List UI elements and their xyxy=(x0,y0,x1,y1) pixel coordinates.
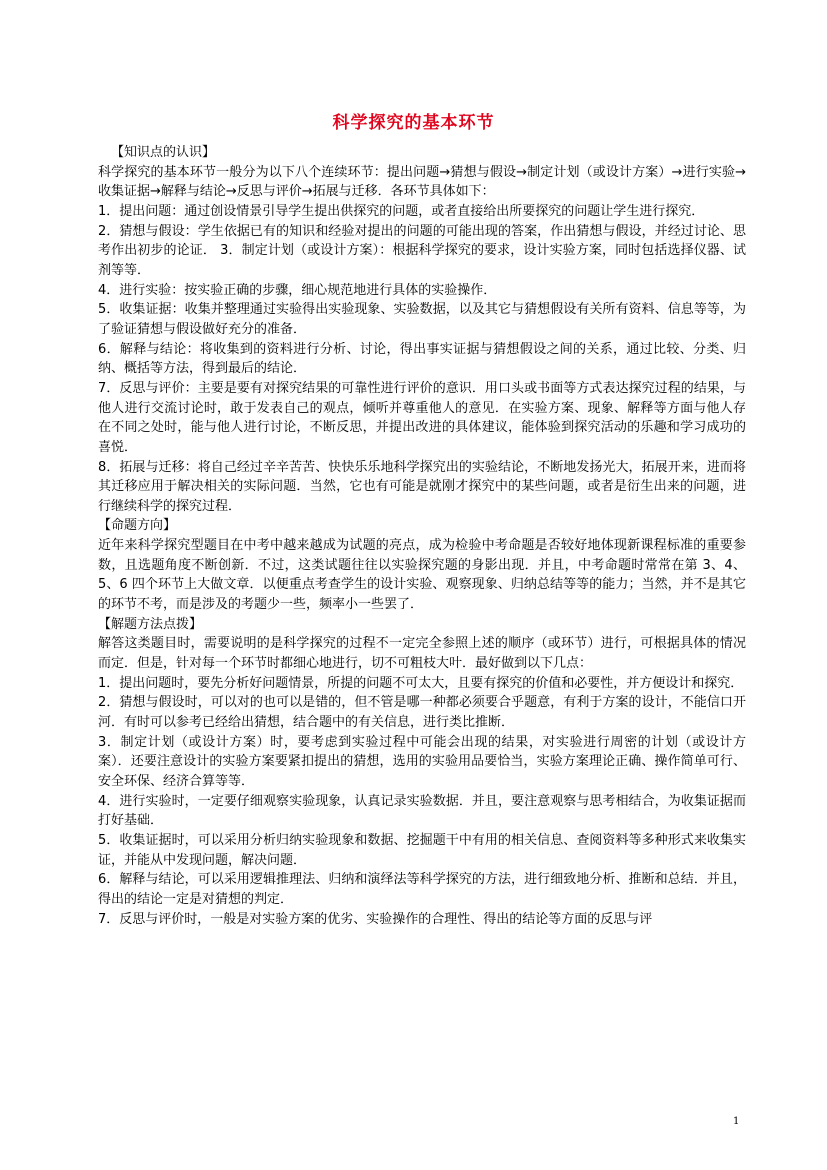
paragraph: 7．反思与评价：主要是要有对探究结果的可靠性进行评价的意识．用口头或书面等方式表达探究过程的结果，与他人进行交流讨论时，敢于发表自己的观点，倾听并尊重他人的意见．在实验方案、现象、解释等方面与他人存在不同之处时，能与他人进行讨论，不断反思，并提出改进的具体建议，能体验到探究活动的乐趣和学习成功的喜悦． xyxy=(98,380,746,455)
paragraph: 2．猜想与假设：学生依据已有的知识和经验对提出的问题的可能出现的答案，作出猜想与假设，并经过讨论、思考作出初步的论证． 3．制定计划（或设计方案）：根据科学探究的要求，设计实验方案，同时包括选择仪器、试剂等等． xyxy=(98,223,746,278)
paragraph: 3．制定计划（或设计方案）时，要考虑到实验过程中可能会出现的结果，对实验进行周密的计划（或设计方案）．还要注意设计的实验方案要紧扣提出的猜想，选用的实验用品要恰当，实验方案理论正确、操作简单可行、安全环保、经济合算等等． xyxy=(98,734,746,789)
section-heading-direction: 【命题方向】 xyxy=(98,518,177,534)
section-heading-knowledge: 【知识点的认识】 xyxy=(111,145,216,160)
document-title: 科学探究的基本环节 xyxy=(332,113,495,133)
paragraph: 1．提出问题：通过创设情景引导学生提出供探究的问题，或者直接给出所要探究的问题让学生进行探究． xyxy=(98,203,705,219)
document-body xyxy=(98,143,746,929)
paragraph: 近年来科学探究型题目在中考中越来越成为试题的亮点，成为检验中考命题是否较好地体现新课程标准的重要参数，且选题角度不断创新．不过，这类试题往往以实验探究题的身影出现．并且，中考命题时常常在第 3、4、5、6 四个环节上大做文章．以便重点考查学生的设计实验、观察现象、归纳总结等等的能力；当然，并不是其它的环节不考，而是涉及的考题少一些，频率小一些罢了． xyxy=(98,538,746,613)
paragraph: 科学探究的基本环节一般分为以下八个连续环节：提出问题→猜想与假设→制定计划（或设计方案）→进行实验→收集证据→解释与结论→反思与评价→拓展与迁移．各环节具体如下： xyxy=(98,164,746,200)
paragraph: 8．拓展与迁移：将自己经过辛辛苦苦、快快乐乐地科学探究出的实验结论，不断地发扬光大，拓展开来，进而将其迁移应用于解决相关的实际问题．当然，它也有可能是就刚才探究中的某些问题，或者是衍生出来的问题，进行继续科学的探究过程． xyxy=(98,459,746,514)
paragraph: 2．猜想与假设时，可以对的也可以是错的，但不管是哪一种都必须要合乎题意，有利于方案的设计，不能信口开河．有时可以参考已经给出猜想，结合题中的有关信息，进行类比推断． xyxy=(98,695,746,731)
paragraph: 4．进行实验时，一定要仔细观察实验现象，认真记录实验数据．并且，要注意观察与思考相结合，为收集证据而打好基础． xyxy=(98,793,746,829)
paragraph: 5．收集证据时，可以采用分析归纳实验现象和数据、挖掘题干中有用的相关信息、查阅资料等多种形式来收集实证，并能从中发现问题，解决问题． xyxy=(98,832,746,868)
paragraph: 6．解释与结论：将收集到的资料进行分析、讨论，得出事实证据与猜想假设之间的关系，通过比较、分类、归纳、概括等方法，得到最后的结论． xyxy=(98,341,746,377)
paragraph: 7．反思与评价时，一般是对实验方案的优劣、实验操作的合理性、得出的结论等方面的反思与评 xyxy=(98,911,653,927)
paragraph: 解答这类题目时，需要说明的是科学探究的过程不一定完全参照上述的顺序（或环节）进行，可根据具体的情况而定．但是，针对每一个环节时都细心地进行，切不可粗枝大叶．最好做到以下几点： xyxy=(98,636,746,672)
paragraph: 5．收集证据：收集并整理通过实验得出实验现象、实验数据，以及其它与猜想假设有关所有资料、信息等等，为了验证猜想与假设做好充分的准备． xyxy=(98,302,746,337)
paragraph: 4．进行实验：按实验正确的步骤，细心规范地进行具体的实验操作． xyxy=(98,282,497,298)
paragraph: 1．提出问题时，要先分析好问题情景，所提的问题不可太大，且要有探究的价值和必要性，并方便设计和探究． xyxy=(98,675,744,691)
paragraph: 6．解释与结论，可以采用逻辑推理法、归纳和演绎法等科学探究的方法，进行细致地分析、推断和总结．并且，得出的结论一定是对猜想的判定． xyxy=(98,872,746,907)
section-heading-method: 【解题方法点拨】 xyxy=(98,616,203,632)
page-number: 1 xyxy=(733,1116,740,1127)
